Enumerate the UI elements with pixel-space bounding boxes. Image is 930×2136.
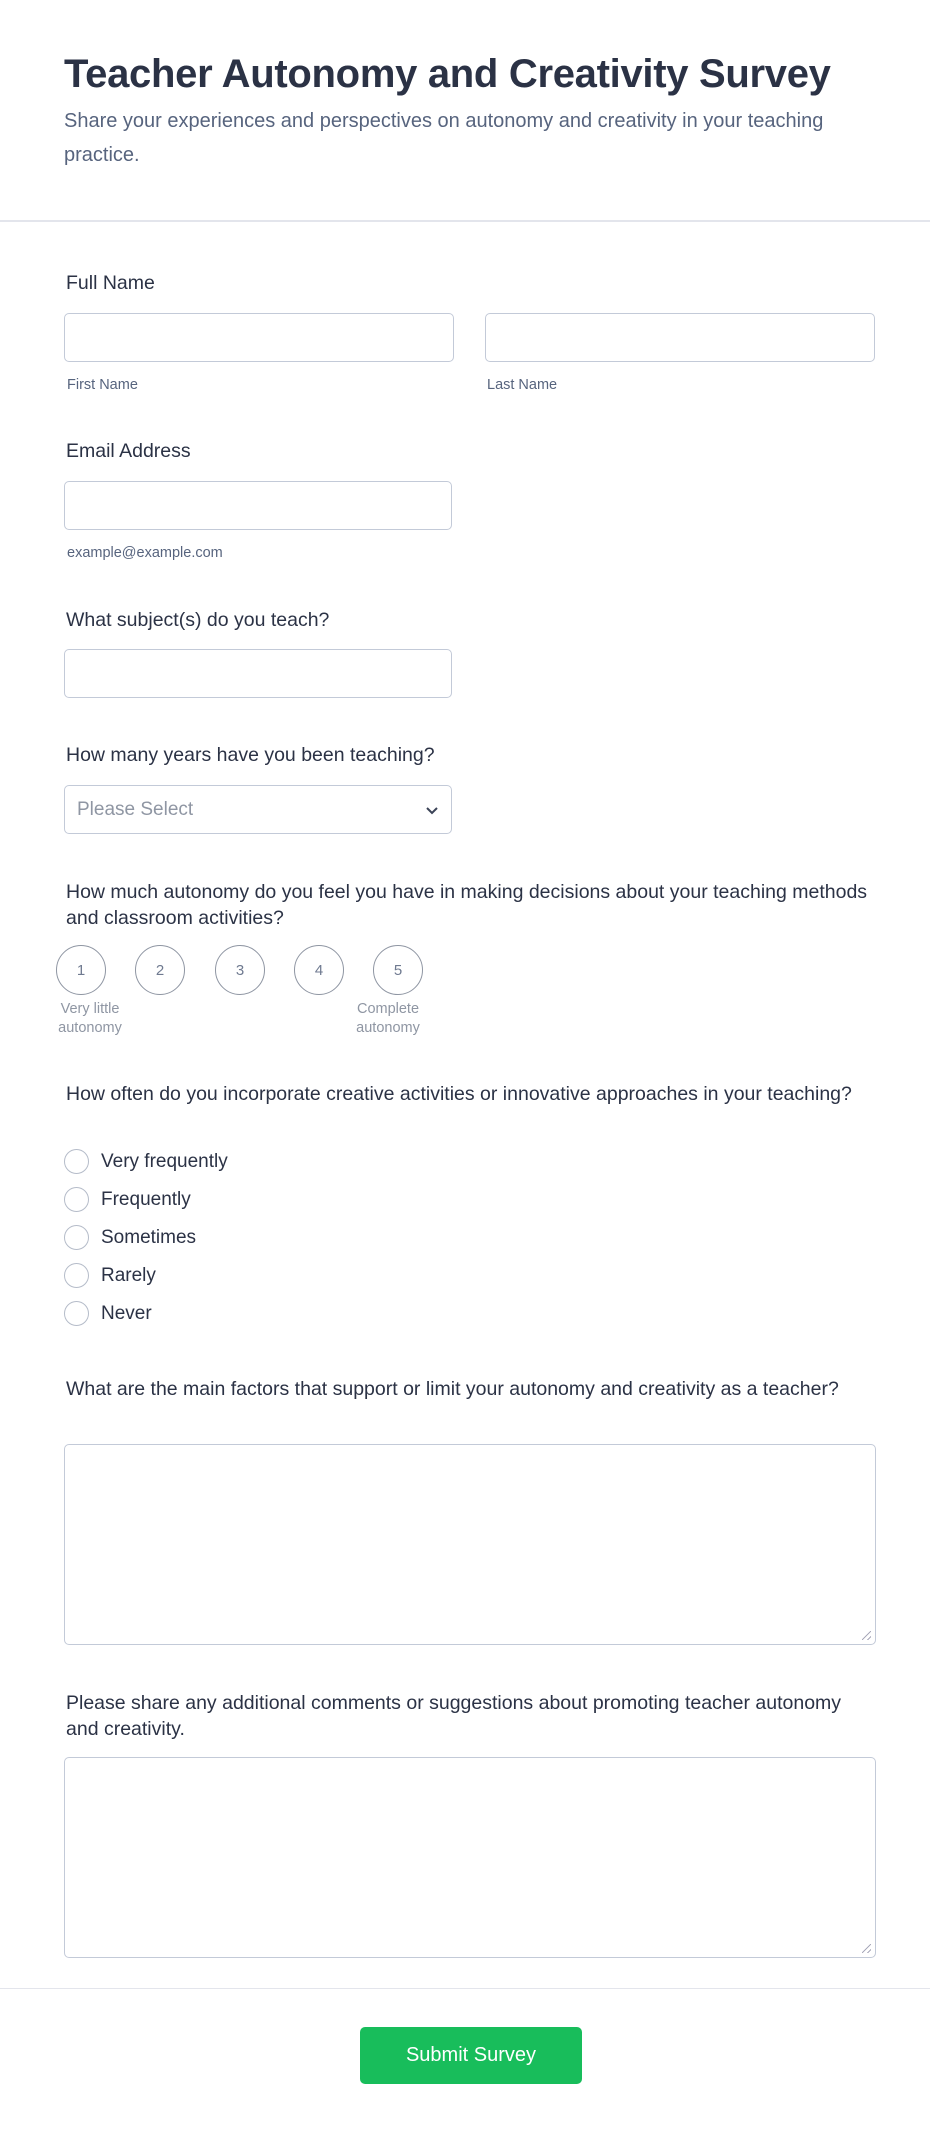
rating-option-1[interactable]: 1	[56, 945, 106, 995]
radio-button[interactable]	[64, 1263, 89, 1288]
email-label: Email Address	[66, 440, 191, 462]
rating-option-5[interactable]: 5	[373, 945, 423, 995]
autonomy-label: How much autonomy do you feel you have in making decisions about your teaching methods and classroom activities?	[66, 881, 868, 929]
radio-button[interactable]	[64, 1225, 89, 1250]
years-select[interactable]	[64, 785, 452, 834]
subjects-input[interactable]	[64, 649, 452, 698]
full-name-label: Full Name	[66, 272, 155, 294]
page-title: Teacher Autonomy and Creativity Survey	[64, 52, 831, 96]
years-label: How many years have you been teaching?	[66, 744, 435, 766]
first-name-sublabel: First Name	[67, 377, 138, 393]
page-subtitle: Share your experiences and perspectives on autonomy and creativity in your teaching practice.	[64, 110, 824, 166]
radio-button[interactable]	[64, 1301, 89, 1326]
rating-max-label: Complete autonomy	[356, 1001, 420, 1036]
factors-textarea[interactable]	[64, 1444, 876, 1645]
radio-option-rarely[interactable]	[64, 1263, 156, 1288]
radio-label: Rarely	[101, 1264, 156, 1286]
comments-textarea[interactable]	[64, 1757, 876, 1958]
radio-button[interactable]	[64, 1187, 89, 1212]
subjects-label: What subject(s) do you teach?	[66, 609, 330, 631]
chevron-down-icon	[425, 805, 439, 815]
rating-option-4[interactable]: 4	[294, 945, 344, 995]
resize-handle-icon[interactable]	[862, 1631, 871, 1640]
radio-button[interactable]	[64, 1149, 89, 1174]
radio-label: Sometimes	[101, 1226, 197, 1248]
email-hint: example@example.com	[67, 545, 223, 561]
radio-label: Frequently	[101, 1188, 191, 1210]
comments-label: Please share any additional comments or suggestions about promoting teacher autonomy and creativity.	[66, 1692, 842, 1740]
creative-label: How often do you incorporate creative activities or innovative approaches in your teaching?	[66, 1083, 852, 1105]
radio-option-frequently[interactable]	[64, 1187, 191, 1212]
rating-min-label: Very little autonomy	[58, 1001, 122, 1036]
years-select-placeholder: Please Select	[77, 798, 194, 820]
footer-divider	[0, 1988, 930, 1989]
last-name-input[interactable]	[485, 313, 875, 362]
radio-option-very-frequently[interactable]	[64, 1149, 228, 1174]
last-name-sublabel: Last Name	[487, 377, 558, 393]
radio-label: Never	[101, 1302, 152, 1324]
first-name-input[interactable]	[64, 313, 454, 362]
header-divider	[0, 220, 930, 222]
rating-option-2[interactable]: 2	[135, 945, 185, 995]
rating-option-3[interactable]: 3	[215, 945, 265, 995]
factors-label: What are the main factors that support or limit your autonomy and creativity as a teacher?	[66, 1378, 839, 1400]
radio-option-never[interactable]	[64, 1301, 152, 1326]
radio-option-sometimes[interactable]	[64, 1225, 196, 1250]
resize-handle-icon[interactable]	[862, 1944, 871, 1953]
radio-label: Very frequently	[101, 1150, 228, 1172]
email-input[interactable]	[64, 481, 452, 530]
submit-button[interactable]: Submit Survey	[360, 2027, 582, 2084]
